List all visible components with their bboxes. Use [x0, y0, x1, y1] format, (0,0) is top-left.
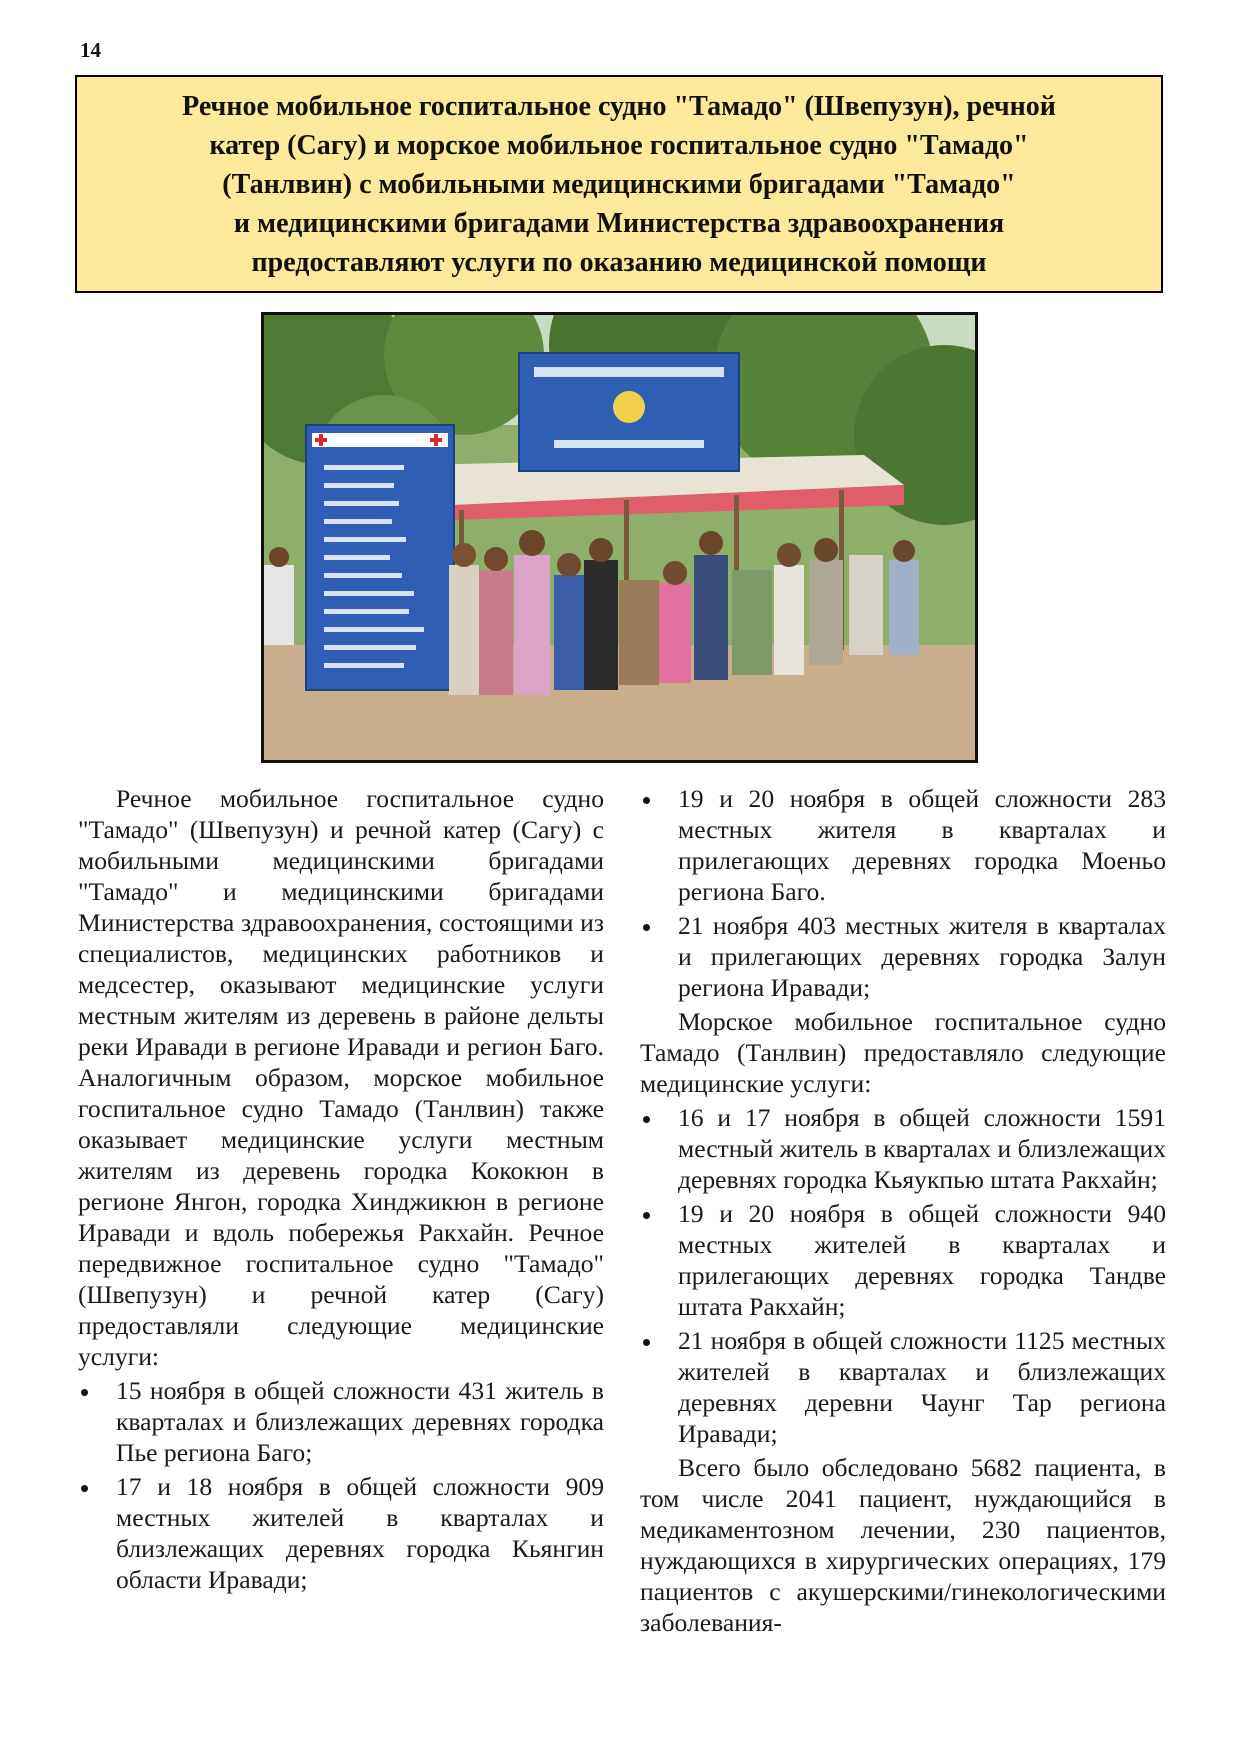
river-services-list	[78, 1375, 604, 1595]
sea-intro-paragraph: Морское мобильное госпитальное судно Тамадо (Танлвин) предоставляло следующие медицинские услуги:	[640, 1007, 1166, 1098]
photo-illustration	[264, 315, 975, 760]
summary-paragraph: Всего было обследовано 5682 пациента, в том числе 2041 пациент, нуждающийся в медикаментозном лечении, 230 пациентов, нуждающихся в хирургических операциях, 179 пациентов с акушерскими/гинекологическими заболевания-	[640, 1453, 1166, 1637]
page-number: 14	[80, 38, 101, 62]
left-column	[78, 783, 604, 1598]
list-item: 15 ноября в общей сложности 431 житель в кварталах и близлежащих деревнях городка Пье региона Баго;	[78, 1375, 604, 1468]
list-item: 17 и 18 ноября в общей сложности 909 местных жителей в кварталах и близлежащих деревнях городка Кьянгин области Иравади;	[78, 1471, 604, 1595]
list-item: 21 ноября 403 местных жителя в кварталах и прилегающих деревнях городка Залун региона Иравади;	[640, 910, 1166, 1003]
list-item: 16 и 17 ноября в общей сложности 1591 местный житель в кварталах и близлежащих деревнях городка Кьяукпью штата Ракхайн;	[640, 1102, 1166, 1195]
title-line: катер (Сагу) и морское мобильное госпитальное судно "Тамадо"	[209, 129, 1029, 161]
title-line: предоставляют услуги по оказанию медицинской помощи	[251, 246, 987, 278]
list-item: 19 и 20 ноября в общей сложности 940 местных жителей в кварталах и прилегающих деревнях городка Тандве штата Ракхайн;	[640, 1198, 1166, 1322]
list-item: 21 ноября в общей сложности 1125 местных жителей в кварталах и близлежащих деревнях деревни Чаунг Тар региона Иравади;	[640, 1325, 1166, 1449]
river-services-list-continued	[640, 783, 1166, 1003]
river-intro-paragraph: Речное мобильное госпитальное судно "Тамадо" (Швепузун) и речной катер (Сагу) с мобильными медицинскими бригадами "Тамадо" и медицинскими бригадами Министерства здравоохранения, состоящими из специалистов, медицинских работников и медсестер, оказывают медицинские услуги местным жителям из деревень в районе дельты реки Иравади в регионе Иравади и регион Баго. Аналогичным образом, морское мобильное госпитальное судно Тамадо (Танлвин) также оказывает медицинские услуги местным жителям из деревень городка Кококюн в регионе Янгон, городка Хинджикюн в регионе Иравади и вдоль побережья Ракхайн. Речное передвижное госпитальное судно "Тамадо" (Швепузун) и речной катер (Сагу) предоставляли следующие медицинские услуги:	[78, 784, 604, 1371]
title-line: (Танлвин) с мобильными медицинскими бригадами "Тамадо"	[222, 168, 1016, 200]
title-line: Речное мобильное госпитальное судно "Тамадо" (Швепузун), речной	[182, 90, 1056, 122]
medical-camp-photo	[261, 312, 978, 763]
title-line: и медицинскими бригадами Министерства здравоохранения	[233, 207, 1005, 239]
title-box	[75, 75, 1163, 293]
sea-services-list	[640, 1102, 1166, 1449]
list-item: 19 и 20 ноября в общей сложности 283 местных жителя в кварталах и прилегающих деревнях городка Моеньо региона Баго.	[640, 783, 1166, 907]
right-column	[640, 783, 1166, 1641]
emblem-icon	[613, 391, 645, 423]
